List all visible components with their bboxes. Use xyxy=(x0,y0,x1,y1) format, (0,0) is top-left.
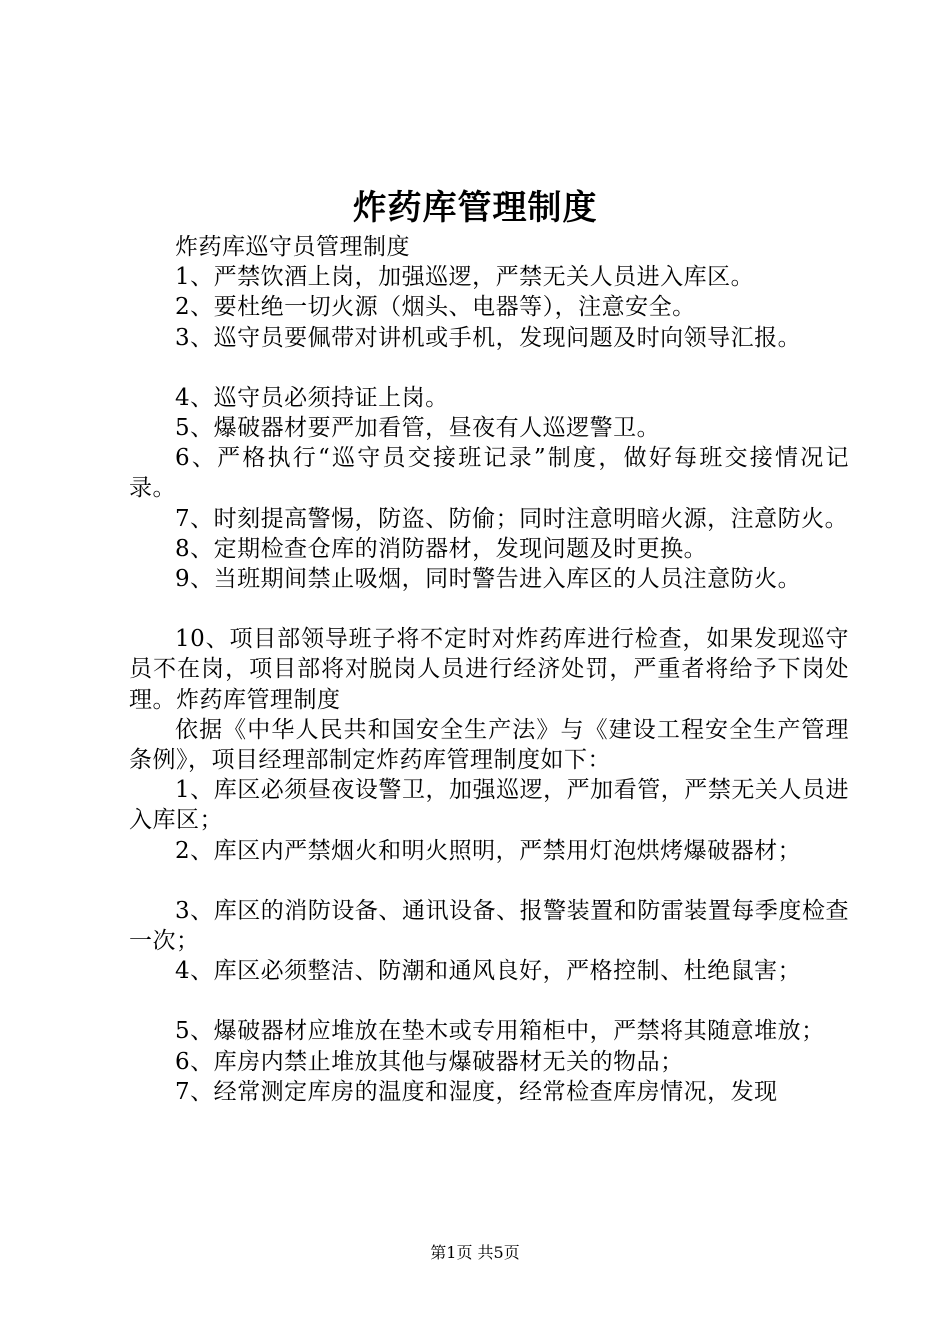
paragraph: 炸药库巡守员管理制度 xyxy=(175,234,410,260)
paragraph: 4、库区必须整洁、防潮和通风良好，严格控制、杜绝鼠害； xyxy=(175,958,802,985)
paragraph: 5、爆破器材应堆放在垫木或专用箱柜中，严禁将其随意堆放； xyxy=(175,1018,825,1045)
paragraph: 8、定期检查仓库的消防器材，发现问题及时更换。 xyxy=(175,535,708,562)
paragraph: 5、爆破器材要严加看管，昼夜有人巡逻警卫。 xyxy=(175,415,661,442)
paragraph: 3、库区的消防设备、通讯设备、报警装置和防雷装置每季度检查一次； xyxy=(129,897,849,955)
paragraph: 4、巡守员必须持证上岗。 xyxy=(175,384,449,411)
paragraph: 7、时刻提高警惕，防盗、防偷；同时注意明暗火源，注意防火。 xyxy=(175,505,849,532)
paragraph: 1、库区必须昼夜设警卫，加强巡逻，严加看管，严禁无关人员进入库区； xyxy=(129,777,849,834)
paragraph: 2、库区内严禁烟火和明火照明，严禁用灯泡烘烤爆破器材； xyxy=(175,837,802,864)
paragraph: 9、当班期间禁止吸烟，同时警告进入库区的人员注意防火。 xyxy=(175,566,802,593)
document-title: 炸药库管理制度 xyxy=(352,188,598,228)
paragraph: 6、严格执行“巡守员交接班记录”制度，做好每班交接情况记录。 xyxy=(129,445,849,502)
paragraph: 2、要杜绝一切火源（烟头、电器等），注意安全。 xyxy=(175,294,696,321)
document-body xyxy=(129,232,849,1107)
paragraph: 3、巡守员要佩带对讲机或手机，发现问题及时向领导汇报。 xyxy=(175,324,802,351)
paragraph: 1、严禁饮酒上岗，加强巡逻，严禁无关人员进入库区。 xyxy=(175,264,755,291)
paragraph: 7、经常测定库房的温度和湿度，经常检查库房情况，发现 xyxy=(175,1078,778,1105)
page-number-footer: 第1页 共5页 xyxy=(430,1243,520,1262)
paragraph: 依据《中华人民共和国安全生产法》与《建设工程安全生产管理条例》，项目经理部制定炸药库管理制度如下： xyxy=(129,716,849,774)
paragraph: 10、项目部领导班子将不定时对炸药库进行检查，如果发现巡守员不在岗，项目部将对脱岗人员进行经济处罚，严重者将给予下岗处理。炸药库管理制度 xyxy=(129,626,849,713)
paragraph: 6、库房内禁止堆放其他与爆破器材无关的物品； xyxy=(175,1048,684,1075)
